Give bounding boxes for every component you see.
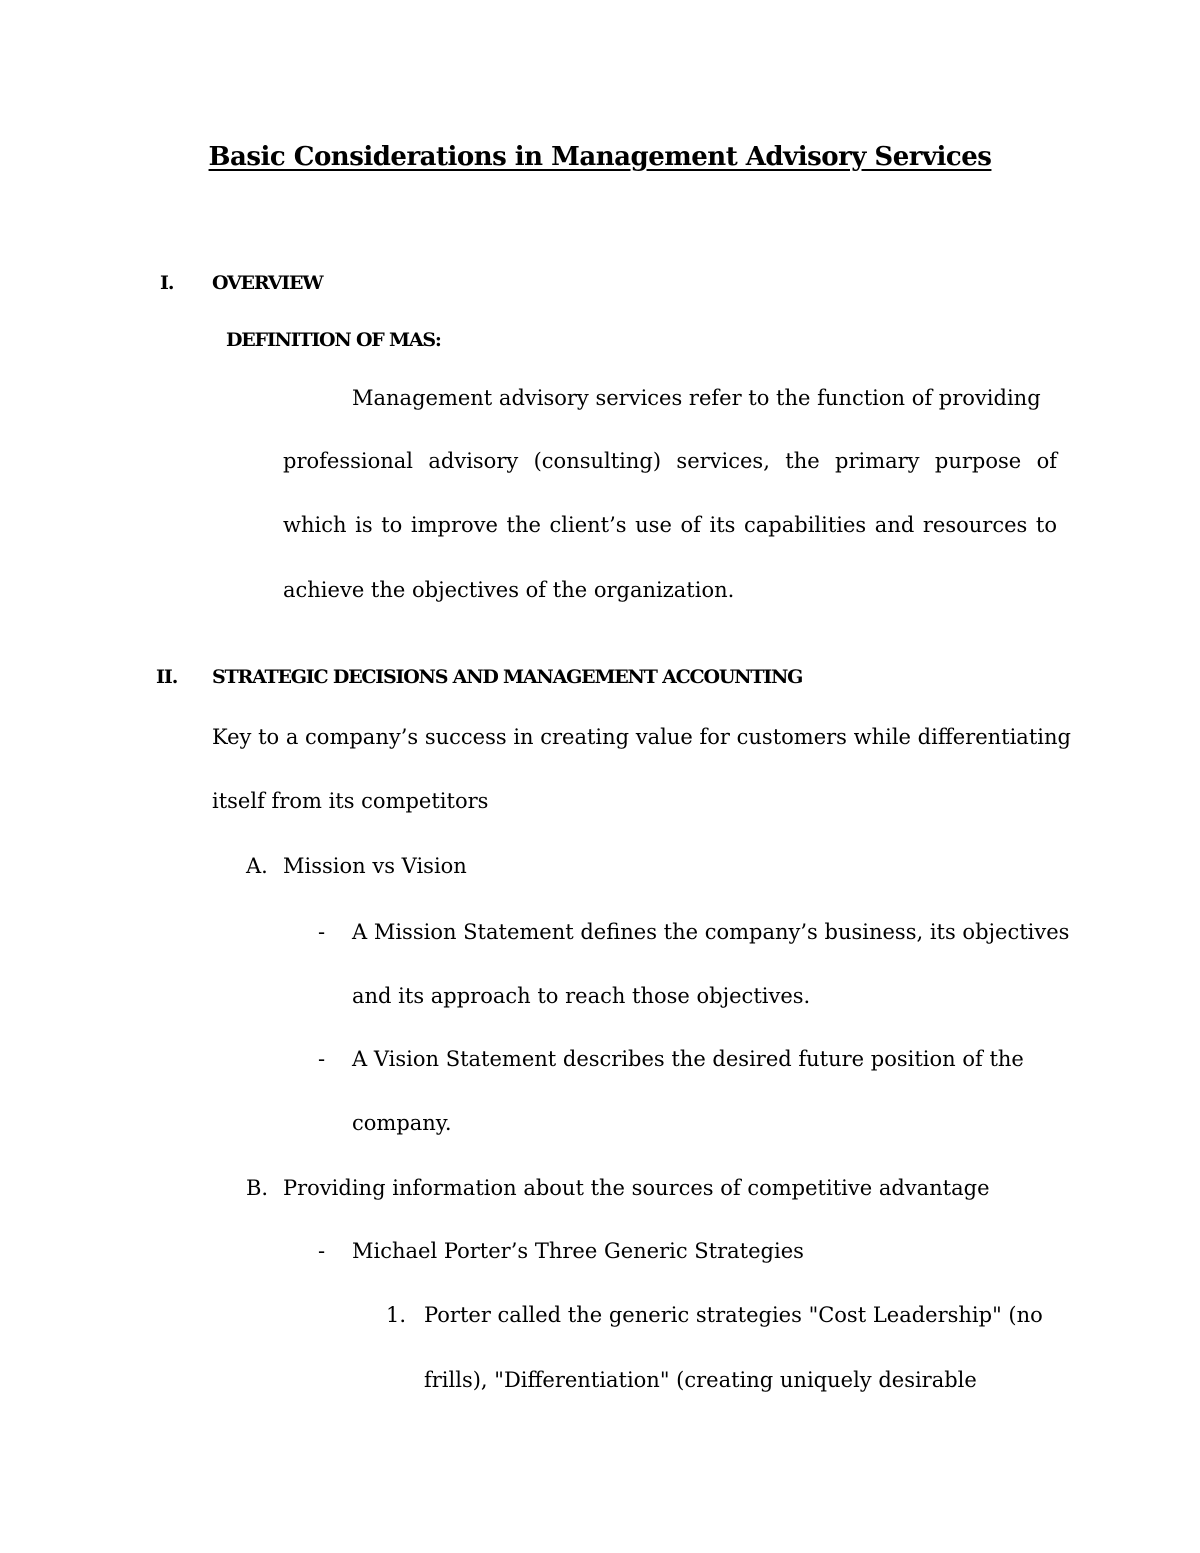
- section-2-intro-line-1: Key to a company’s success in creating value for customers while differentiating: [212, 725, 1071, 749]
- definition-line-1: Management advisory services refer to the function of providing: [352, 386, 1041, 410]
- document-title: Basic Considerations in Management Advisory Services: [208, 142, 992, 172]
- definition-line-4: achieve the objectives of the organization.: [283, 578, 735, 602]
- item-b-label: Providing information about the sources of competitive advantage: [283, 1176, 990, 1200]
- numbered-marker: 1.: [386, 1303, 407, 1327]
- mission-statement-line-2: and its approach to reach those objectives.: [352, 984, 811, 1008]
- section-2-intro-line-2: itself from its competitors: [212, 789, 489, 813]
- definition-line-3: which is to improve the client’s use of its capabilities and resources to: [283, 513, 1057, 537]
- bullet-marker: -: [318, 1239, 326, 1263]
- porter-line-1: Porter called the generic strategies "Cost Leadership" (no: [424, 1303, 1043, 1327]
- item-b-marker: B.: [246, 1176, 269, 1200]
- vision-statement-line-2: company.: [352, 1111, 452, 1135]
- item-a-marker: A.: [246, 854, 268, 878]
- item-a-label: Mission vs Vision: [283, 854, 467, 878]
- porter-strategies-label: Michael Porter’s Three Generic Strategies: [352, 1239, 804, 1263]
- definition-line-2: professional advisory (consulting) services, the primary purpose of: [283, 449, 1057, 473]
- section-1-number: I.: [160, 272, 174, 294]
- bullet-marker: -: [318, 920, 326, 944]
- section-1-subheading: DEFINITION OF MAS:: [226, 329, 441, 351]
- section-2-number: II.: [156, 666, 178, 688]
- section-2-heading: STRATEGIC DECISIONS AND MANAGEMENT ACCOUNTING: [212, 666, 803, 688]
- mission-statement-line-1: A Mission Statement defines the company’s business, its objectives: [352, 920, 1070, 944]
- bullet-marker: -: [318, 1047, 326, 1071]
- porter-line-2: frills), "Differentiation" (creating uniquely desirable: [424, 1368, 977, 1392]
- section-1-heading: OVERVIEW: [212, 272, 323, 294]
- vision-statement-line-1: A Vision Statement describes the desired future position of the: [352, 1047, 1024, 1071]
